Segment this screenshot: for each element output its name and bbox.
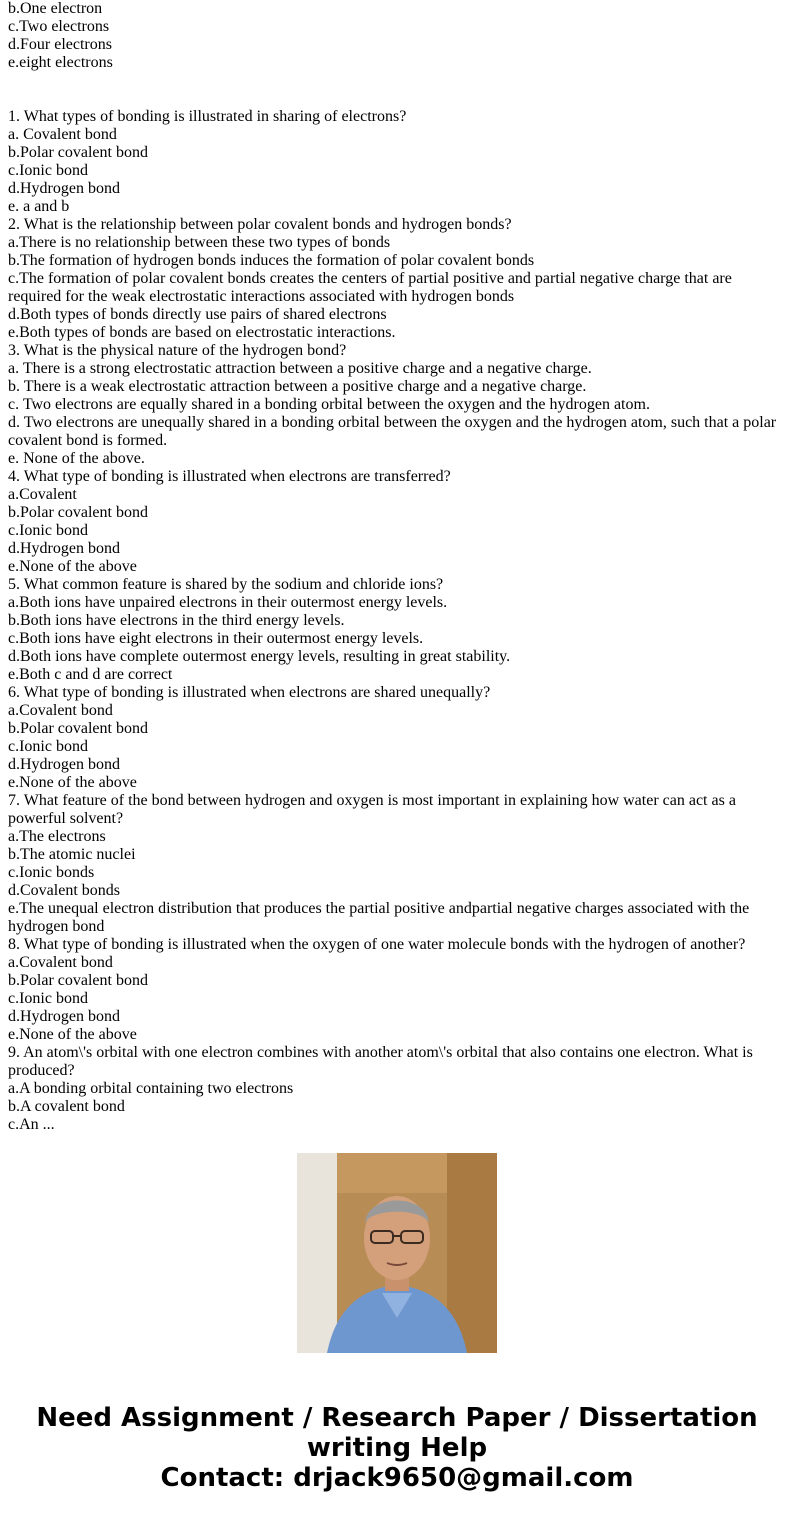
question-line: a. There is a strong electrostatic attraction between a positive charge and a negative charge. [8, 360, 592, 377]
question-line: b.Polar covalent bond [8, 720, 148, 737]
question-line: 7. What feature of the bond between hydrogen and oxygen is most important in explaining how water can act as a powerful solvent? [8, 792, 736, 827]
question-line: a.Covalent bond [8, 702, 113, 719]
question-line: b.Polar covalent bond [8, 144, 148, 161]
question-line: e.The unequal electron distribution that produces the partial positive andpartial negative charges associated with the hydrogen bond [8, 900, 750, 935]
question-line: 9. An atom\'s orbital with one electron combines with another atom\'s orbital that also contains one electron. What is produced? [8, 1044, 753, 1079]
question-line: a.There is no relationship between these two types of bonds [8, 234, 391, 251]
question-line: b. There is a weak electrostatic attraction between a positive charge and a negative charge. [8, 378, 587, 395]
question-line: c.Both ions have eight electrons in their outermost energy levels. [8, 630, 424, 647]
question-line: c.The formation of polar covalent bonds creates the centers of partial positive and partial negative charge that are required for the weak electrostatic interactions associated with hydrogen bonds [8, 270, 732, 305]
question-line: e.None of the above [8, 558, 137, 575]
question-line: d.Hydrogen bond [8, 756, 120, 773]
author-photo [297, 1153, 497, 1353]
question-line: 1. What types of bonding is illustrated in sharing of electrons? [8, 108, 407, 125]
questions-list [8, 108, 784, 1134]
spacer [8, 72, 784, 108]
question-line: e.None of the above [8, 1026, 137, 1043]
question-line: a.The electrons [8, 828, 106, 845]
question-line: d.Hydrogen bond [8, 1008, 120, 1025]
question-line: d.Hydrogen bond [8, 540, 120, 557]
question-line: b.The formation of hydrogen bonds induces the formation of polar covalent bonds [8, 252, 535, 269]
option-line: c.Two electrons [8, 18, 110, 35]
question-line: 6. What type of bonding is illustrated when electrons are shared unequally? [8, 684, 491, 701]
question-line: a.Covalent bond [8, 954, 113, 971]
footer-line-3: Contact: drjack9650@gmail.com [160, 1463, 634, 1493]
question-line: 4. What type of bonding is illustrated when electrons are transferred? [8, 468, 451, 485]
question-line: c.Ionic bond [8, 738, 88, 755]
question-line: d. Two electrons are unequally shared in a bonding orbital between the oxygen and the hydrogen atom, such that a polar covalent bond is formed. [8, 414, 777, 449]
question-line: b.A covalent bond [8, 1098, 125, 1115]
footer-line-1: Need Assignment / Research Paper / Dissertation [36, 1403, 758, 1433]
question-line: b.Both ions have electrons in the third energy levels. [8, 612, 345, 629]
option-line: e.eight electrons [8, 54, 113, 71]
question-line: e.Both types of bonds are based on electrostatic interactions. [8, 324, 396, 341]
question-line: b.The atomic nuclei [8, 846, 136, 863]
question-line: 2. What is the relationship between polar covalent bonds and hydrogen bonds? [8, 216, 512, 233]
question-line: c. Two electrons are equally shared in a bonding orbital between the oxygen and the hydrogen atom. [8, 396, 650, 413]
question-line: 3. What is the physical nature of the hydrogen bond? [8, 342, 347, 359]
question-line: a.A bonding orbital containing two electrons [8, 1080, 294, 1097]
question-line: b.Polar covalent bond [8, 972, 148, 989]
footer-line-2: writing Help [306, 1433, 488, 1463]
option-line: d.Four electrons [8, 36, 112, 53]
question-line: d.Covalent bonds [8, 882, 120, 899]
question-line: b.Polar covalent bond [8, 504, 148, 521]
question-line: c.Ionic bonds [8, 864, 95, 881]
option-line: b.One electron [8, 0, 103, 17]
question-line: d.Both types of bonds directly use pairs of shared electrons [8, 306, 387, 323]
question-line: e. a and b [8, 198, 70, 215]
top-options [8, 0, 784, 72]
question-line: e.Both c and d are correct [8, 666, 173, 683]
question-line: e.None of the above [8, 774, 137, 791]
question-line: a.Covalent [8, 486, 77, 503]
question-line: e. None of the above. [8, 450, 145, 467]
question-line: 5. What common feature is shared by the sodium and chloride ions? [8, 576, 444, 593]
question-line: a.Both ions have unpaired electrons in their outermost energy levels. [8, 594, 448, 611]
contact-footer [0, 1403, 794, 1493]
question-line: c.An ... [8, 1116, 55, 1133]
question-line: c.Ionic bond [8, 522, 88, 539]
question-line: d.Both ions have complete outermost energy levels, resulting in great stability. [8, 648, 511, 665]
question-line: a. Covalent bond [8, 126, 117, 143]
question-line: d.Hydrogen bond [8, 180, 120, 197]
question-line: c.Ionic bond [8, 990, 88, 1007]
question-text-area [8, 0, 784, 1133]
question-line: 8. What type of bonding is illustrated when the oxygen of one water molecule bonds with the hydrogen of another? [8, 936, 746, 953]
question-line: c.Ionic bond [8, 162, 88, 179]
